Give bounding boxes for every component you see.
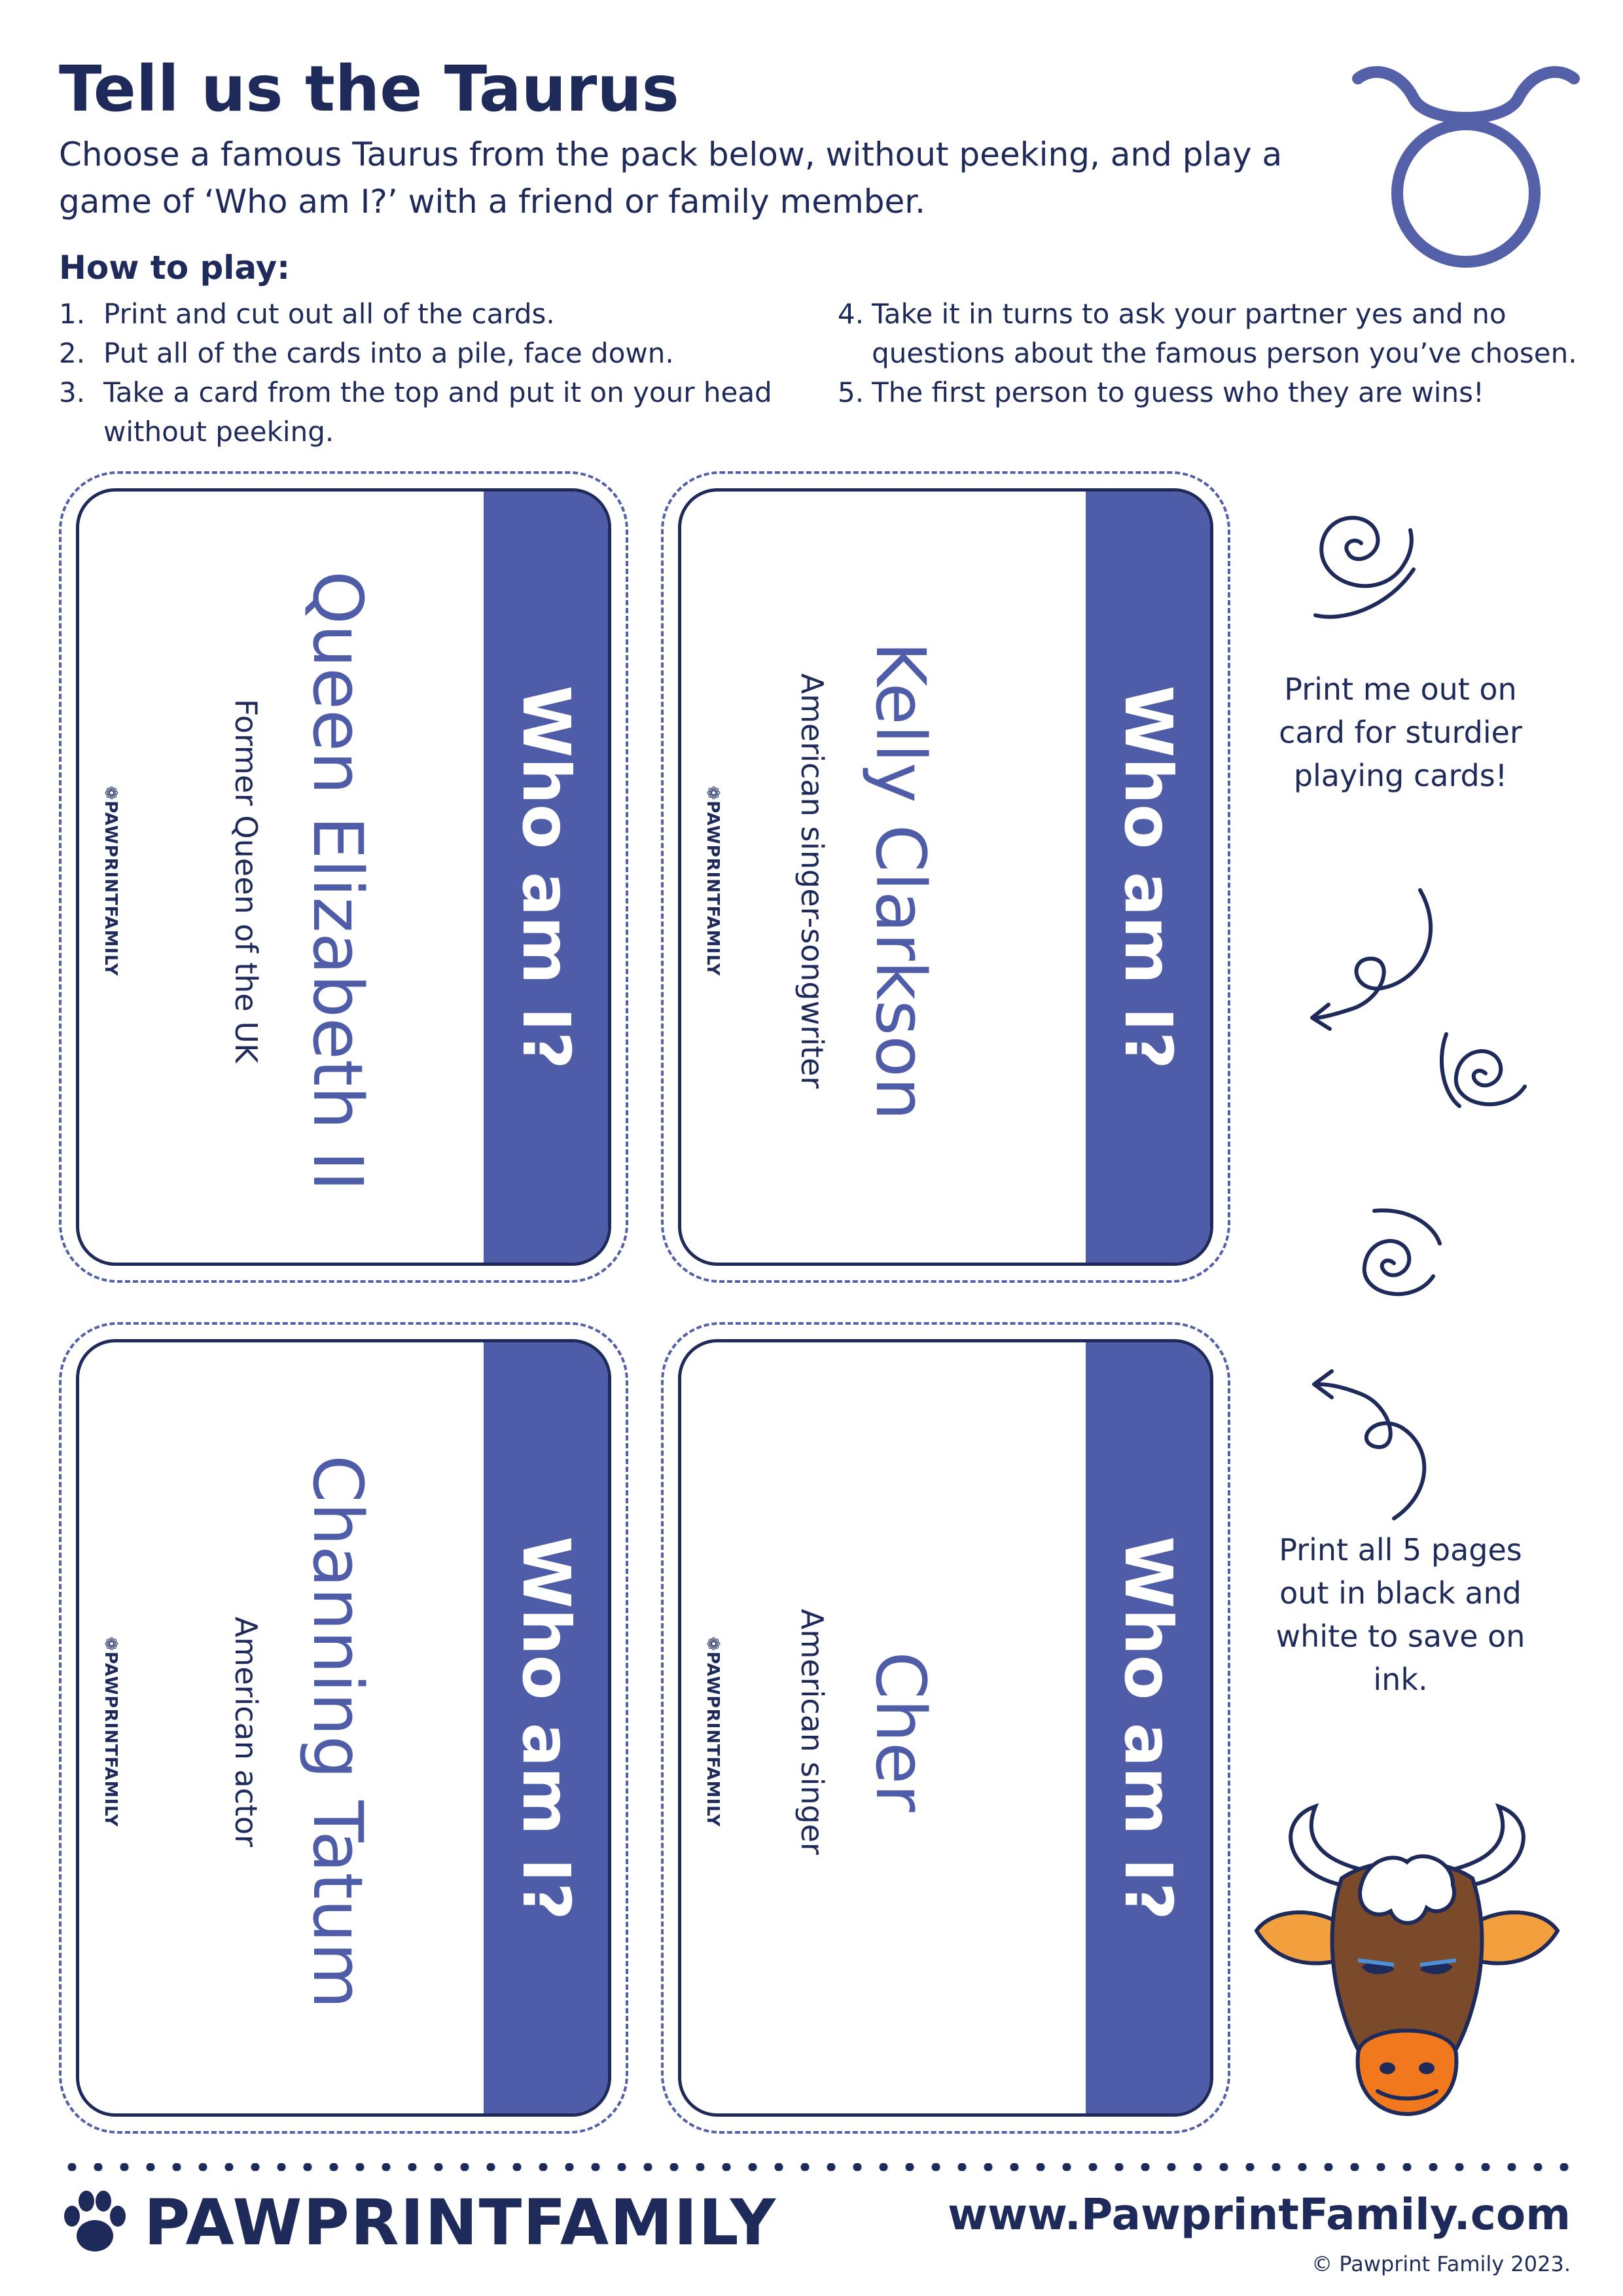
card-brand-logo: ❁PAWPRINTFAMILY bbox=[703, 785, 722, 977]
ink-tip-note: Print all 5 pages out in black and white to save on ink. bbox=[1275, 1532, 1525, 1697]
card-tip-note: Print me out on card for sturdier playing cards! bbox=[1279, 672, 1522, 793]
paw-icon bbox=[59, 2187, 131, 2259]
curly-arrow-icon bbox=[1302, 1355, 1453, 1525]
card-description: American actor bbox=[228, 1616, 264, 1848]
step-item: 4. Take it in turns to ask your partner yes and no questions about the famous person you’ve chosen. bbox=[838, 298, 1577, 369]
card-cutout-queen-elizabeth bbox=[59, 471, 628, 1283]
curly-arrow-icon bbox=[1302, 884, 1453, 1047]
card-name: Channing Tatum bbox=[298, 1454, 378, 2009]
card-description: Former Queen of the UK bbox=[228, 698, 264, 1064]
card-brand-logo: ❁PAWPRINTFAMILY bbox=[101, 1636, 120, 1827]
dotted-divider bbox=[59, 2163, 1577, 2171]
card-band: Who am I? bbox=[1086, 492, 1210, 1263]
card bbox=[678, 488, 1213, 1266]
how-to-play-heading: How to play: bbox=[59, 249, 291, 287]
card bbox=[76, 1339, 611, 2117]
card-description: American singer-songwriter bbox=[794, 673, 830, 1089]
card-cutout-cher bbox=[661, 1322, 1230, 2134]
page-title: Tell us the Taurus bbox=[59, 52, 679, 126]
card-brand-logo: ❁PAWPRINTFAMILY bbox=[703, 1636, 722, 1827]
card-name: Cher bbox=[861, 1651, 940, 1812]
card-brand-logo: ❁PAWPRINTFAMILY bbox=[101, 785, 120, 977]
step-item: 1. Print and cut out all of the cards. bbox=[59, 298, 555, 330]
spiral-icon bbox=[1289, 484, 1420, 628]
step-item: 5. The first person to guess who they are wins! bbox=[838, 376, 1484, 408]
spiral-icon bbox=[1433, 1021, 1531, 1119]
step-item: 2. Put all of the cards into a pile, face down. bbox=[59, 337, 674, 369]
card-name: Queen Elizabeth II bbox=[298, 571, 378, 1191]
card-cutout-channing-tatum bbox=[59, 1322, 628, 2134]
card-band: Who am I? bbox=[484, 492, 608, 1263]
card-band: Who am I? bbox=[1086, 1342, 1210, 2113]
taurus-symbol-icon bbox=[1348, 52, 1584, 268]
card-cutout-kelly-clarkson bbox=[661, 471, 1230, 1283]
card bbox=[76, 488, 611, 1266]
spiral-icon bbox=[1335, 1204, 1446, 1316]
steps-list-left bbox=[59, 295, 818, 452]
copyright-text: © Pawprint Family 2023. bbox=[1311, 2251, 1571, 2276]
card-band: Who am I? bbox=[484, 1342, 608, 2113]
step-item: 3. Take a card from the top and put it on your head without peeking. bbox=[59, 376, 772, 448]
intro-text: Choose a famous Taurus from the pack below, without peeking, and play a game of ‘Who am I?’ with a friend or family member. bbox=[59, 135, 1283, 221]
card-name: Kelly Clarkson bbox=[861, 641, 940, 1121]
logo-text: PAWPRINTFAMILY bbox=[144, 2186, 777, 2259]
website-link[interactable]: www.PawprintFamily.com bbox=[948, 2189, 1571, 2240]
steps-list-right bbox=[838, 295, 1584, 412]
bull-icon bbox=[1243, 1793, 1571, 2134]
card-description: American singer bbox=[794, 1609, 830, 1855]
footer-logo bbox=[59, 2186, 777, 2259]
card bbox=[678, 1339, 1213, 2117]
